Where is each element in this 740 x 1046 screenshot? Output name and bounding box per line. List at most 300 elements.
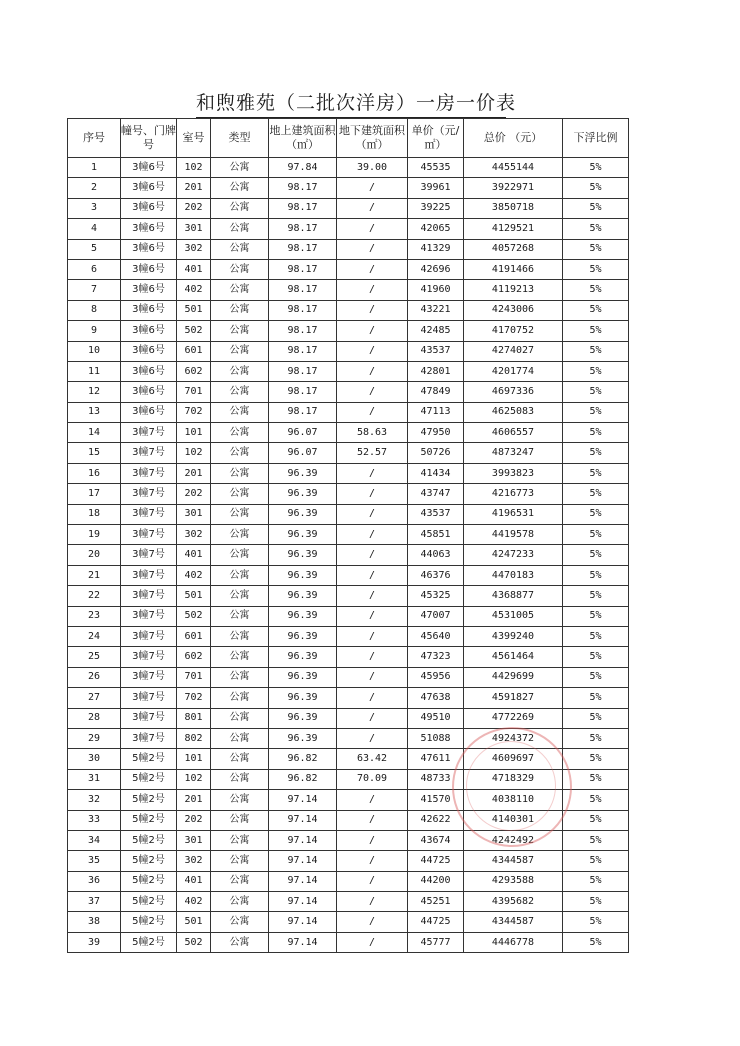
- cell-under-area: /: [337, 565, 408, 585]
- cell-room: 802: [177, 728, 211, 748]
- cell-discount: 5%: [563, 158, 629, 178]
- cell-room: 702: [177, 688, 211, 708]
- cell-type: 公寓: [211, 810, 269, 830]
- cell-type: 公寓: [211, 606, 269, 626]
- cell-index: 10: [68, 341, 121, 361]
- cell-above-area: 98.17: [269, 402, 337, 422]
- cell-above-area: 96.39: [269, 545, 337, 565]
- cell-discount: 5%: [563, 545, 629, 565]
- cell-total-price: 4274027: [464, 341, 563, 361]
- cell-unit-price: 41960: [408, 280, 464, 300]
- cell-discount: 5%: [563, 280, 629, 300]
- cell-building: 3幢6号: [121, 321, 177, 341]
- cell-unit-price: 42485: [408, 321, 464, 341]
- cell-unit-price: 42622: [408, 810, 464, 830]
- cell-under-area: /: [337, 688, 408, 708]
- cell-under-area: /: [337, 219, 408, 239]
- cell-unit-price: 45251: [408, 892, 464, 912]
- table-row: [68, 423, 629, 443]
- cell-type: 公寓: [211, 219, 269, 239]
- table-row: [68, 443, 629, 463]
- cell-total-price: 4446778: [464, 932, 563, 952]
- cell-under-area: /: [337, 626, 408, 646]
- cell-discount: 5%: [563, 443, 629, 463]
- cell-type: 公寓: [211, 382, 269, 402]
- cell-type: 公寓: [211, 341, 269, 361]
- cell-index: 27: [68, 688, 121, 708]
- cell-total-price: 4455144: [464, 158, 563, 178]
- cell-total-price: 4344587: [464, 851, 563, 871]
- cell-index: 19: [68, 525, 121, 545]
- cell-unit-price: 43221: [408, 300, 464, 320]
- cell-above-area: 96.07: [269, 443, 337, 463]
- cell-discount: 5%: [563, 810, 629, 830]
- cell-room: 101: [177, 423, 211, 443]
- cell-under-area: /: [337, 932, 408, 952]
- cell-room: 402: [177, 280, 211, 300]
- cell-building: 3幢7号: [121, 626, 177, 646]
- cell-unit-price: 46376: [408, 565, 464, 585]
- cell-building: 3幢7号: [121, 728, 177, 748]
- cell-room: 602: [177, 361, 211, 381]
- cell-type: 公寓: [211, 586, 269, 606]
- cell-under-area: /: [337, 606, 408, 626]
- cell-building: 3幢6号: [121, 300, 177, 320]
- cell-under-area: /: [337, 830, 408, 850]
- cell-unit-price: 44063: [408, 545, 464, 565]
- cell-unit-price: 43537: [408, 341, 464, 361]
- cell-room: 201: [177, 463, 211, 483]
- cell-type: 公寓: [211, 525, 269, 545]
- cell-building: 3幢7号: [121, 443, 177, 463]
- cell-under-area: /: [337, 504, 408, 524]
- cell-total-price: 4170752: [464, 321, 563, 341]
- cell-room: 601: [177, 341, 211, 361]
- cell-unit-price: 45777: [408, 932, 464, 952]
- cell-building: 3幢7号: [121, 708, 177, 728]
- cell-above-area: 98.17: [269, 259, 337, 279]
- cell-total-price: 4772269: [464, 708, 563, 728]
- cell-under-area: /: [337, 321, 408, 341]
- cell-type: 公寓: [211, 728, 269, 748]
- cell-unit-price: 45325: [408, 586, 464, 606]
- cell-type: 公寓: [211, 708, 269, 728]
- cell-room: 102: [177, 769, 211, 789]
- cell-total-price: 4399240: [464, 626, 563, 646]
- table-row: [68, 219, 629, 239]
- cell-total-price: 4243006: [464, 300, 563, 320]
- cell-type: 公寓: [211, 402, 269, 422]
- header-underground-area: 地下建筑面积（㎡）: [337, 119, 408, 158]
- cell-total-price: 4368877: [464, 586, 563, 606]
- cell-total-price: 4140301: [464, 810, 563, 830]
- cell-total-price: 3850718: [464, 198, 563, 218]
- table-row: [68, 728, 629, 748]
- cell-unit-price: 43674: [408, 830, 464, 850]
- cell-room: 201: [177, 790, 211, 810]
- cell-above-area: 98.17: [269, 341, 337, 361]
- cell-total-price: 4606557: [464, 423, 563, 443]
- cell-above-area: 98.17: [269, 280, 337, 300]
- cell-total-price: 4419578: [464, 525, 563, 545]
- cell-type: 公寓: [211, 198, 269, 218]
- cell-total-price: 4718329: [464, 769, 563, 789]
- cell-building: 3幢6号: [121, 198, 177, 218]
- cell-index: 16: [68, 463, 121, 483]
- cell-room: 501: [177, 300, 211, 320]
- header-building: 幢号、门牌号: [121, 119, 177, 158]
- header-total-price: 总价 （元）: [464, 119, 563, 158]
- cell-index: 12: [68, 382, 121, 402]
- cell-room: 202: [177, 484, 211, 504]
- table-header-row: [68, 119, 629, 158]
- cell-unit-price: 47950: [408, 423, 464, 443]
- cell-index: 25: [68, 647, 121, 667]
- cell-type: 公寓: [211, 830, 269, 850]
- table-row: [68, 932, 629, 952]
- cell-discount: 5%: [563, 423, 629, 443]
- cell-unit-price: 51088: [408, 728, 464, 748]
- cell-unit-price: 39961: [408, 178, 464, 198]
- cell-unit-price: 44725: [408, 912, 464, 932]
- cell-building: 3幢7号: [121, 525, 177, 545]
- cell-index: 8: [68, 300, 121, 320]
- cell-discount: 5%: [563, 504, 629, 524]
- cell-total-price: 4561464: [464, 647, 563, 667]
- header-index: 序号: [68, 119, 121, 158]
- cell-under-area: /: [337, 708, 408, 728]
- cell-type: 公寓: [211, 321, 269, 341]
- cell-discount: 5%: [563, 932, 629, 952]
- table-row: [68, 545, 629, 565]
- cell-above-area: 97.14: [269, 810, 337, 830]
- cell-room: 302: [177, 851, 211, 871]
- cell-index: 38: [68, 912, 121, 932]
- table-row: [68, 239, 629, 259]
- table-row: [68, 321, 629, 341]
- cell-building: 5幢2号: [121, 810, 177, 830]
- cell-building: 3幢7号: [121, 484, 177, 504]
- cell-under-area: /: [337, 586, 408, 606]
- cell-under-area: /: [337, 484, 408, 504]
- cell-under-area: /: [337, 300, 408, 320]
- cell-room: 301: [177, 830, 211, 850]
- cell-total-price: 4038110: [464, 790, 563, 810]
- cell-under-area: 39.00: [337, 158, 408, 178]
- cell-above-area: 96.39: [269, 463, 337, 483]
- cell-discount: 5%: [563, 626, 629, 646]
- cell-above-area: 96.39: [269, 728, 337, 748]
- cell-index: 18: [68, 504, 121, 524]
- cell-total-price: 4242492: [464, 830, 563, 850]
- cell-total-price: 4119213: [464, 280, 563, 300]
- cell-under-area: /: [337, 871, 408, 891]
- cell-unit-price: 43537: [408, 504, 464, 524]
- cell-building: 5幢2号: [121, 871, 177, 891]
- table-row: [68, 851, 629, 871]
- header-discount: 下浮比例: [563, 119, 629, 158]
- cell-type: 公寓: [211, 545, 269, 565]
- header-room: 室号: [177, 119, 211, 158]
- cell-total-price: 3993823: [464, 463, 563, 483]
- cell-type: 公寓: [211, 912, 269, 932]
- table-row: [68, 830, 629, 850]
- cell-index: 17: [68, 484, 121, 504]
- cell-above-area: 96.39: [269, 606, 337, 626]
- cell-total-price: 4924372: [464, 728, 563, 748]
- cell-unit-price: 47007: [408, 606, 464, 626]
- cell-discount: 5%: [563, 300, 629, 320]
- cell-room: 302: [177, 525, 211, 545]
- cell-type: 公寓: [211, 647, 269, 667]
- cell-unit-price: 47113: [408, 402, 464, 422]
- cell-room: 602: [177, 647, 211, 667]
- cell-type: 公寓: [211, 484, 269, 504]
- cell-building: 5幢2号: [121, 912, 177, 932]
- cell-discount: 5%: [563, 361, 629, 381]
- cell-under-area: /: [337, 341, 408, 361]
- cell-type: 公寓: [211, 443, 269, 463]
- cell-building: 5幢2号: [121, 749, 177, 769]
- cell-room: 401: [177, 871, 211, 891]
- table-row: [68, 586, 629, 606]
- cell-above-area: 97.14: [269, 892, 337, 912]
- cell-above-area: 96.82: [269, 769, 337, 789]
- cell-discount: 5%: [563, 688, 629, 708]
- cell-above-area: 96.39: [269, 708, 337, 728]
- cell-above-area: 96.07: [269, 423, 337, 443]
- cell-discount: 5%: [563, 219, 629, 239]
- cell-index: 15: [68, 443, 121, 463]
- cell-index: 11: [68, 361, 121, 381]
- cell-index: 9: [68, 321, 121, 341]
- cell-type: 公寓: [211, 361, 269, 381]
- cell-type: 公寓: [211, 892, 269, 912]
- cell-total-price: 4429699: [464, 667, 563, 687]
- cell-above-area: 98.17: [269, 178, 337, 198]
- cell-discount: 5%: [563, 239, 629, 259]
- cell-unit-price: 41329: [408, 239, 464, 259]
- cell-under-area: /: [337, 198, 408, 218]
- cell-type: 公寓: [211, 158, 269, 178]
- cell-discount: 5%: [563, 586, 629, 606]
- cell-discount: 5%: [563, 708, 629, 728]
- cell-unit-price: 43747: [408, 484, 464, 504]
- cell-room: 402: [177, 892, 211, 912]
- cell-above-area: 96.39: [269, 647, 337, 667]
- cell-index: 6: [68, 259, 121, 279]
- cell-discount: 5%: [563, 871, 629, 891]
- cell-index: 32: [68, 790, 121, 810]
- cell-type: 公寓: [211, 280, 269, 300]
- cell-room: 202: [177, 198, 211, 218]
- table-row: [68, 790, 629, 810]
- price-table: [67, 118, 629, 953]
- cell-type: 公寓: [211, 565, 269, 585]
- cell-building: 3幢7号: [121, 463, 177, 483]
- cell-discount: 5%: [563, 749, 629, 769]
- header-type: 类型: [211, 119, 269, 158]
- cell-room: 202: [177, 810, 211, 830]
- cell-type: 公寓: [211, 667, 269, 687]
- cell-index: 1: [68, 158, 121, 178]
- header-unit-price: 单价（元/㎡）: [408, 119, 464, 158]
- cell-discount: 5%: [563, 728, 629, 748]
- cell-unit-price: 47323: [408, 647, 464, 667]
- cell-above-area: 97.14: [269, 871, 337, 891]
- cell-under-area: /: [337, 402, 408, 422]
- cell-under-area: /: [337, 178, 408, 198]
- header-above-ground-area: 地上建筑面积（㎡）: [269, 119, 337, 158]
- cell-discount: 5%: [563, 667, 629, 687]
- cell-index: 30: [68, 749, 121, 769]
- cell-under-area: /: [337, 810, 408, 830]
- cell-building: 3幢7号: [121, 688, 177, 708]
- cell-index: 2: [68, 178, 121, 198]
- cell-under-area: /: [337, 790, 408, 810]
- cell-room: 601: [177, 626, 211, 646]
- cell-total-price: 3922971: [464, 178, 563, 198]
- cell-building: 3幢6号: [121, 341, 177, 361]
- cell-unit-price: 45535: [408, 158, 464, 178]
- cell-room: 501: [177, 586, 211, 606]
- cell-index: 22: [68, 586, 121, 606]
- cell-above-area: 97.14: [269, 912, 337, 932]
- cell-under-area: /: [337, 667, 408, 687]
- cell-unit-price: 39225: [408, 198, 464, 218]
- cell-building: 3幢7号: [121, 647, 177, 667]
- cell-unit-price: 47849: [408, 382, 464, 402]
- cell-unit-price: 47638: [408, 688, 464, 708]
- document-title: 和煦雅苑（二批次洋房）一房一价表: [196, 89, 506, 118]
- table-row: [68, 565, 629, 585]
- cell-building: 5幢2号: [121, 932, 177, 952]
- cell-above-area: 98.17: [269, 198, 337, 218]
- cell-above-area: 97.14: [269, 790, 337, 810]
- cell-room: 301: [177, 504, 211, 524]
- cell-under-area: /: [337, 892, 408, 912]
- cell-type: 公寓: [211, 851, 269, 871]
- cell-under-area: /: [337, 545, 408, 565]
- cell-under-area: /: [337, 239, 408, 259]
- cell-room: 702: [177, 402, 211, 422]
- cell-above-area: 98.17: [269, 239, 337, 259]
- cell-total-price: 4196531: [464, 504, 563, 524]
- cell-room: 501: [177, 912, 211, 932]
- cell-room: 101: [177, 749, 211, 769]
- cell-room: 401: [177, 545, 211, 565]
- cell-discount: 5%: [563, 402, 629, 422]
- table-row: [68, 259, 629, 279]
- cell-under-area: /: [337, 647, 408, 667]
- cell-total-price: 4344587: [464, 912, 563, 932]
- cell-total-price: 4247233: [464, 545, 563, 565]
- cell-under-area: /: [337, 382, 408, 402]
- cell-discount: 5%: [563, 647, 629, 667]
- cell-room: 401: [177, 259, 211, 279]
- cell-type: 公寓: [211, 932, 269, 952]
- cell-discount: 5%: [563, 769, 629, 789]
- table-row: [68, 708, 629, 728]
- table-row: [68, 688, 629, 708]
- cell-above-area: 96.82: [269, 749, 337, 769]
- cell-under-area: /: [337, 525, 408, 545]
- cell-index: 29: [68, 728, 121, 748]
- cell-index: 14: [68, 423, 121, 443]
- cell-above-area: 96.39: [269, 586, 337, 606]
- cell-index: 33: [68, 810, 121, 830]
- table-row: [68, 280, 629, 300]
- cell-building: 5幢2号: [121, 830, 177, 850]
- cell-total-price: 4293588: [464, 871, 563, 891]
- cell-under-area: /: [337, 912, 408, 932]
- cell-unit-price: 42696: [408, 259, 464, 279]
- table-row: [68, 769, 629, 789]
- cell-unit-price: 42801: [408, 361, 464, 381]
- cell-building: 3幢6号: [121, 178, 177, 198]
- cell-room: 402: [177, 565, 211, 585]
- cell-discount: 5%: [563, 341, 629, 361]
- cell-unit-price: 44200: [408, 871, 464, 891]
- cell-building: 3幢6号: [121, 239, 177, 259]
- cell-index: 28: [68, 708, 121, 728]
- cell-building: 3幢6号: [121, 382, 177, 402]
- table-row: [68, 667, 629, 687]
- cell-above-area: 96.39: [269, 626, 337, 646]
- cell-building: 3幢7号: [121, 545, 177, 565]
- cell-under-area: 52.57: [337, 443, 408, 463]
- cell-discount: 5%: [563, 892, 629, 912]
- cell-index: 37: [68, 892, 121, 912]
- cell-building: 3幢7号: [121, 606, 177, 626]
- cell-discount: 5%: [563, 525, 629, 545]
- table-row: [68, 606, 629, 626]
- cell-building: 5幢2号: [121, 851, 177, 871]
- cell-total-price: 4129521: [464, 219, 563, 239]
- cell-unit-price: 47611: [408, 749, 464, 769]
- cell-discount: 5%: [563, 259, 629, 279]
- cell-under-area: /: [337, 728, 408, 748]
- cell-building: 3幢6号: [121, 259, 177, 279]
- table-row: [68, 341, 629, 361]
- table-body: [68, 158, 629, 953]
- cell-room: 302: [177, 239, 211, 259]
- cell-type: 公寓: [211, 259, 269, 279]
- cell-total-price: 4609697: [464, 749, 563, 769]
- cell-above-area: 98.17: [269, 321, 337, 341]
- cell-total-price: 4216773: [464, 484, 563, 504]
- cell-room: 701: [177, 382, 211, 402]
- cell-building: 3幢6号: [121, 219, 177, 239]
- cell-building: 5幢2号: [121, 892, 177, 912]
- cell-discount: 5%: [563, 606, 629, 626]
- cell-total-price: 4201774: [464, 361, 563, 381]
- cell-type: 公寓: [211, 790, 269, 810]
- cell-total-price: 4057268: [464, 239, 563, 259]
- cell-room: 201: [177, 178, 211, 198]
- cell-discount: 5%: [563, 463, 629, 483]
- cell-above-area: 96.39: [269, 525, 337, 545]
- table-row: [68, 626, 629, 646]
- cell-type: 公寓: [211, 688, 269, 708]
- cell-type: 公寓: [211, 749, 269, 769]
- table-row: [68, 300, 629, 320]
- cell-room: 502: [177, 932, 211, 952]
- cell-discount: 5%: [563, 790, 629, 810]
- cell-building: 3幢7号: [121, 504, 177, 524]
- cell-total-price: 4191466: [464, 259, 563, 279]
- cell-under-area: /: [337, 463, 408, 483]
